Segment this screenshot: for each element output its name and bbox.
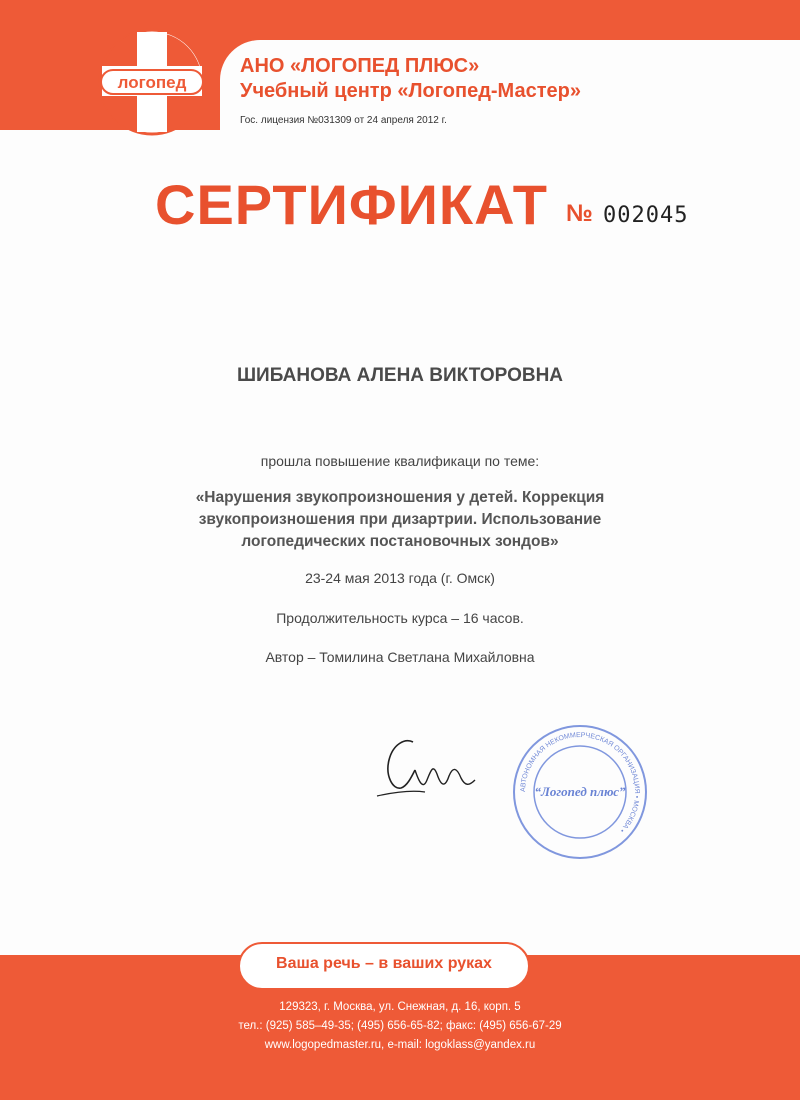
logo-text: логопед	[117, 73, 187, 92]
recipient-name: ШИБАНОВА АЛЕНА ВИКТОРОВНА	[236, 365, 564, 386]
course-author: Автор – Томилина Светлана Михайловна	[265, 649, 535, 665]
topic-line: «Нарушения звукопроизношения у детей. Коррекция	[195, 489, 605, 506]
intro-text: прошла повышение квалификаци по теме:	[260, 453, 540, 469]
course-dates: 23-24 мая 2013 года (г. Омск)	[305, 570, 495, 586]
course-duration: Продолжительность курса – 16 часов.	[276, 610, 524, 626]
stamp-ring-text: АВТОНОМНАЯ НЕКОММЕРЧЕСКАЯ ОРГАНИЗАЦИЯ • МОСКВА •	[519, 731, 641, 834]
handwritten-signature	[375, 730, 485, 810]
org-name: АНО «ЛОГОПЕД ПЛЮС»	[240, 55, 480, 77]
license-info: Гос. лицензия №031309 от 24 апреля 2012 г.	[240, 115, 447, 126]
topic-line: логопедических постановочных зондов»	[241, 533, 559, 550]
footer-web[interactable]: www.logopedmaster.ru, e-mail: logoklass@yandex.ru	[264, 1039, 536, 1051]
training-center-name: Учебный центр «Логопед-Мастер»	[240, 80, 581, 102]
number-sign: №	[566, 200, 593, 227]
footer-address: 129323, г. Москва, ул. Снежная, д. 16, корп. 5	[279, 1001, 521, 1013]
organization-stamp	[510, 722, 650, 862]
course-topic	[100, 487, 700, 553]
topic-line: звукопроизношения при дизартрии. Использование	[198, 511, 602, 528]
stamp-center-text: “Логопед плюс”	[534, 784, 626, 799]
logopedist-logo	[93, 28, 211, 136]
slogan: Ваша речь – в ваших руках	[276, 955, 492, 972]
svg-text:АВТОНОМНАЯ НЕКОММЕРЧЕСКАЯ ОРГА	[520, 732, 640, 834]
certificate-number: 002045	[603, 203, 689, 228]
footer-phones: тел.: (925) 585–49-35; (495) 656-65-82; факс: (495) 656-67-29	[238, 1020, 562, 1032]
certificate-title: СЕРТИФИКАТ	[155, 173, 548, 236]
